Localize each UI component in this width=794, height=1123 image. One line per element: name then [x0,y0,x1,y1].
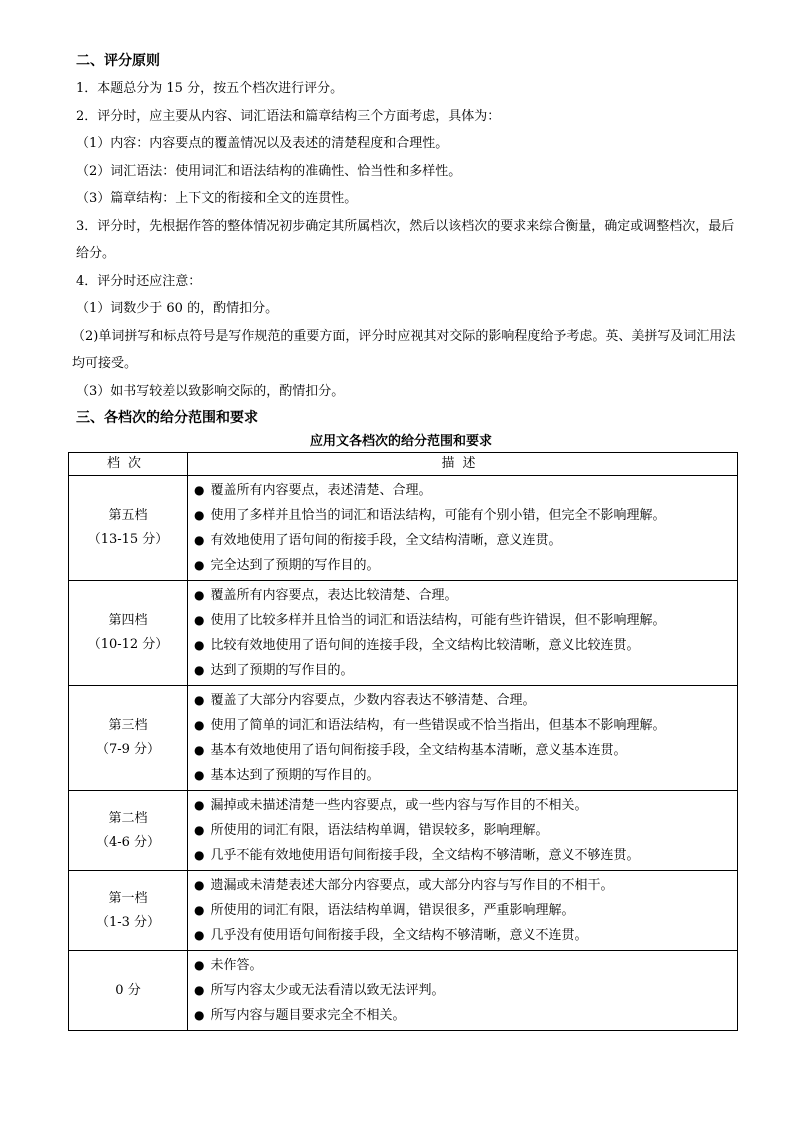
description-text: 漏掉或未描述清楚一些内容要点，或一些内容与写作目的不相关。 [210,798,588,813]
description-text: 几乎没有使用语句间衔接手段，全文结构不够清晰，意义不连贯。 [210,928,588,943]
principle-line-4-1: （1）词数少于 60 的，酌情扣分。 [76,301,279,316]
description-item [194,898,733,923]
description-item [194,843,733,868]
bullet-icon: ● [194,508,205,522]
level-cell [69,871,188,951]
level-cell [69,686,188,791]
description-item [194,953,733,978]
description-text: 遗漏或未清楚表述大部分内容要点，或大部分内容与写作目的不相干。 [210,878,614,893]
description-cell [188,476,738,581]
description-item [194,1003,733,1028]
table-body [69,476,738,1031]
level-score-range: （1-3 分） [95,914,161,930]
description-item [194,978,733,1003]
level-name: 第二档 [108,810,148,826]
description-text: 有效地使用了语句间的衔接手段，全文结构清晰，意义连贯。 [210,533,562,548]
description-cell [188,791,738,871]
table-row [69,476,738,581]
description-text: 基本达到了预期的写作目的。 [210,768,380,783]
description-text: 所使用的词汇有限，语法结构单调，错误很多，严重影响理解。 [210,903,575,918]
principle-line-4: 4．评分时还应注意： [76,273,202,289]
description-text: 未作答。 [210,958,263,973]
bullet-icon: ● [194,533,205,547]
principle-line-3: 3．评分时，先根据作答的整体情况初步确定其所属档次，然后以该档次的要求来综合衡量，确定或调整档次，最后给分。 [76,218,735,261]
description-cell [188,951,738,1031]
principle-line-2: 2．评分时，应主要从内容、词汇语法和篇章结构三个方面考虑，具体为： [76,108,501,124]
principle-line-2-2: （2）词汇语法：使用词汇和语法结构的准确性、恰当性和多样性。 [76,163,462,179]
description-text: 几乎不能有效地使用语句间衔接手段，全文结构不够清晰，意义不够连贯。 [210,848,640,863]
description-item [194,583,733,608]
bullet-icon: ● [194,613,205,627]
description-text: 使用了简单的词汇和语法结构，有一些错误或不恰当指出，但基本不影响理解。 [210,718,666,733]
table-row [69,581,738,686]
description-item [194,793,733,818]
level-score-range: （10-12 分） [87,637,169,652]
description-item [194,528,733,553]
level-score-range: （7-9 分） [95,742,161,757]
table-row [69,951,738,1031]
description-text: 所写内容与题目要求完全不相关。 [210,1008,406,1023]
description-text: 覆盖所有内容要点，表述清楚、合理。 [210,483,432,498]
bullet-icon: ● [194,958,205,972]
bullet-icon: ● [194,768,205,782]
level-cell [69,476,188,581]
description-item [194,503,733,528]
description-text: 覆盖了大部分内容要点，少数内容表达不够清楚、合理。 [210,693,536,708]
bullet-icon: ● [194,798,205,812]
bullet-icon: ● [194,848,205,862]
description-text: 比较有效地使用了语句间的连接手段，全文结构比较清晰，意义比较连贯。 [210,638,640,653]
description-item [194,923,733,948]
description-item [194,763,733,788]
section-heading-score-levels: 三、各档次的给分范围和要求 [76,410,258,426]
level-cell [69,951,188,1031]
description-text: 使用了比较多样并且恰当的词汇和语法结构，可能有些许错误，但不影响理解。 [210,613,666,628]
description-text: 达到了预期的写作目的。 [210,663,354,678]
table-row [69,871,738,951]
description-item [194,658,733,683]
col-header-level: 档次 [69,453,188,476]
document-page [72,48,740,1031]
description-cell [188,871,738,951]
bullet-icon: ● [194,823,205,837]
bullet-icon: ● [194,483,205,497]
bullet-icon: ● [194,743,205,757]
description-text: 所使用的词汇有限，语法结构单调，错误较多，影响理解。 [210,823,549,838]
bullet-icon: ● [194,558,205,572]
score-levels-table [68,452,738,1031]
bullet-icon: ● [194,638,205,652]
description-item [194,738,733,763]
description-item [194,608,733,633]
level-score-range: （4-6 分） [95,834,161,850]
description-item [194,478,733,503]
principle-line-4-3: （3）如书写较差以致影响交际的，酌情扣分。 [76,383,345,399]
description-text: 使用了多样并且恰当的词汇和语法结构，可能有个别小错，但完全不影响理解。 [210,508,666,523]
bullet-icon: ● [194,588,205,602]
description-item [194,713,733,738]
table-header-row [69,453,738,476]
level-cell [69,791,188,871]
table-caption: 应用文各档次的给分范围和要求 [309,434,492,449]
description-text: 所写内容太少或无法看清以致无法评判。 [210,983,445,998]
bullet-icon: ● [194,903,205,917]
section-heading-scoring-principles: 二、评分原则 [76,53,160,69]
level-name: 第一档 [108,890,148,906]
principle-line-2-3: （3）篇章结构：上下文的衔接和全文的连贯性。 [76,191,358,206]
description-text: 基本有效地使用了语句间衔接手段，全文结构基本清晰，意义基本连贯。 [210,743,627,758]
level-name: 第三档 [108,718,148,733]
description-cell [188,581,738,686]
description-item [194,818,733,843]
table-row [69,686,738,791]
bullet-icon: ● [194,983,205,997]
level-name: 第五档 [108,508,148,523]
bullet-icon: ● [194,693,205,707]
bullet-icon: ● [194,663,205,677]
level-name: 第四档 [108,613,148,628]
description-item [194,633,733,658]
bullet-icon: ● [194,928,205,942]
col-header-description: 描述 [188,453,738,476]
description-text: 覆盖所有内容要点，表达比较清楚、合理。 [210,588,458,603]
principle-line-2-1: （1）内容：内容要点的覆盖情况以及表述的清楚程度和合理性。 [76,136,449,151]
level-name: 0 分 [115,982,141,998]
bullet-icon: ● [194,1008,205,1022]
description-item [194,688,733,713]
bullet-icon: ● [194,878,205,892]
level-score-range: （13-15 分） [87,532,169,547]
level-cell [69,581,188,686]
description-item [194,553,733,578]
principle-line-4-2: （2)单词拼写和标点符号是写作规范的重要方面，评分时应视其对交际的影响程度给予考虑。英、美拼写及词汇用法均可接受。 [72,328,736,371]
description-cell [188,686,738,791]
bullet-icon: ● [194,718,205,732]
principle-line-1: 1．本题总分为 15 分，按五个档次进行评分。 [76,81,344,96]
table-row [69,791,738,871]
description-text: 完全达到了预期的写作目的。 [210,558,380,573]
description-item [194,873,733,898]
